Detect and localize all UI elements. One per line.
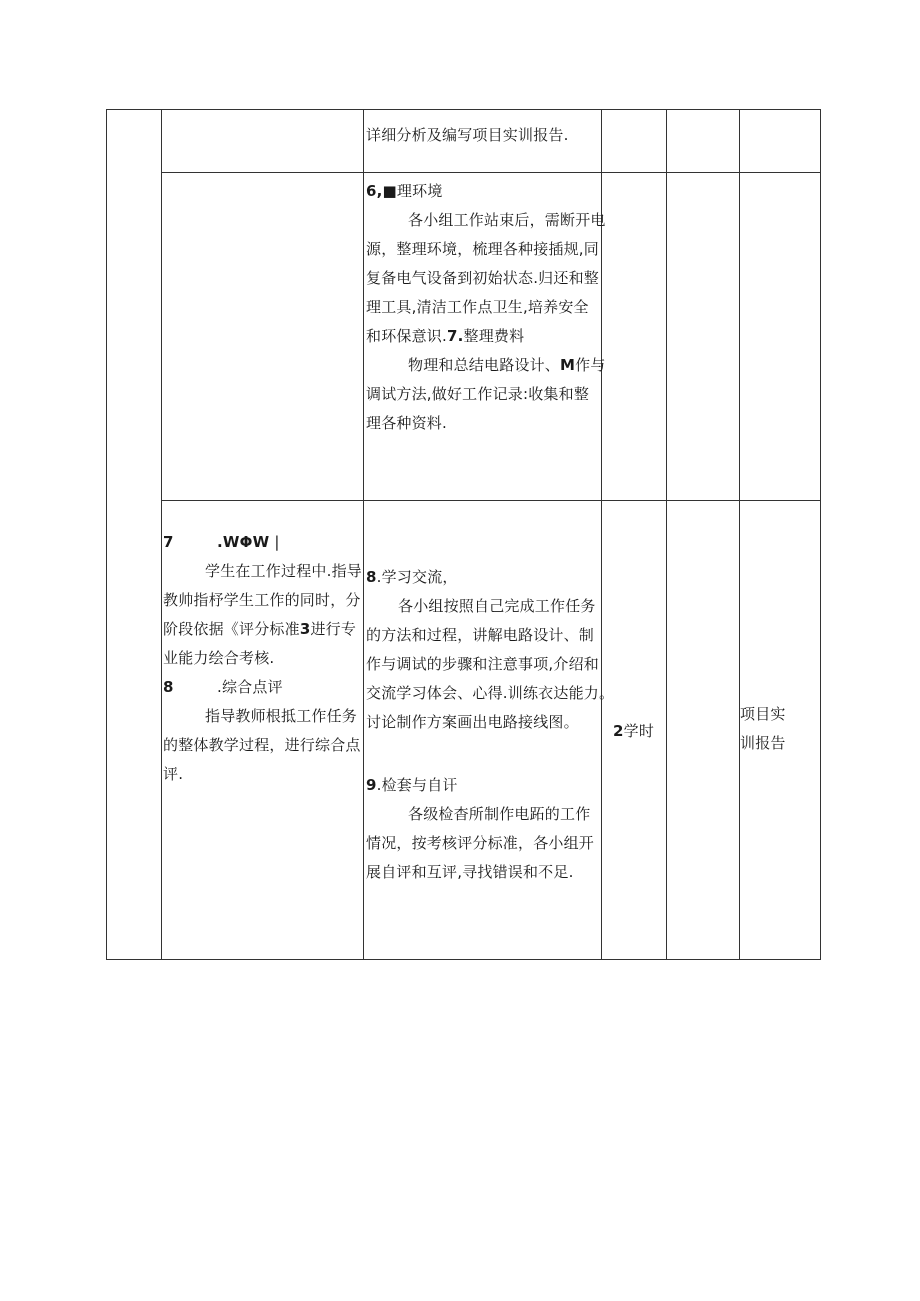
table-col-divider-2 (363, 109, 364, 960)
row2-para2-line (366, 351, 606, 380)
row2-para1-line: 复备电气设备到初始状态.归还和整 (366, 269, 599, 287)
row3-item7-line: 教帅指杼学生工作的同时，分 (163, 591, 361, 609)
table-col-divider-1 (161, 109, 162, 960)
row3-content-item8-num: 8 (366, 568, 377, 586)
row3-content-cell-part2 (366, 771, 594, 887)
table-border-left (106, 109, 107, 960)
row2-heading-mark: ■ (382, 182, 397, 200)
row2-para1-line: 理工具,清洁工作点卫生,培养安全 (366, 298, 589, 316)
table-border-right (820, 109, 821, 960)
row3-item8-title: .综合点评 (217, 678, 283, 696)
row2-para2-part: 物理和总结电路设计、 (408, 356, 561, 374)
row2-para2-bold-char: M (560, 356, 576, 374)
table-col-divider-4 (666, 109, 667, 960)
row2-heading (366, 177, 606, 206)
table-col-divider-5 (739, 109, 740, 960)
row3-item7-line: 业能力绘合考核. (163, 649, 275, 667)
row2-para1-line: 源，整理环境，梳理各种接插规,同 (366, 240, 599, 258)
row3-output-line: 项目实 (740, 705, 786, 723)
row3-content-item8-line: 各小组按照自己完成工作任务 (398, 597, 596, 615)
row3-output-cell (740, 700, 786, 758)
row3-activity-cell (163, 528, 362, 789)
table-border-bottom (106, 959, 821, 960)
row3-item7-mark: | (274, 533, 280, 551)
row3-item7-line: 学生在工作过程中.指导 (205, 562, 362, 580)
row3-item7-part: 阶段依据《评分标准 (163, 620, 300, 638)
row2-para2-part: 作与 (575, 356, 606, 374)
row3-hours-cell (613, 717, 654, 746)
row2-content-cell (366, 177, 606, 438)
row2-para1-last-prefix: 和环保意识. (366, 327, 447, 345)
row3-content-item8-heading (366, 563, 614, 592)
row2-heading-text: 理环境 (396, 182, 443, 200)
row3-content-item9-title: .检套与自讦 (376, 776, 458, 794)
row2-item7-num: 7. (446, 327, 464, 345)
table-row-divider-1 (161, 172, 821, 173)
row3-item7-heading (163, 528, 362, 557)
row3-item8-line: 的整体教学过程，进行综合点 (163, 736, 361, 754)
row3-item7-title: .WΦW (217, 533, 270, 551)
row3-content-cell (366, 563, 614, 737)
row3-item8-line: 评. (163, 765, 184, 783)
row3-content-item9-line: 展自评和互评,寻找错误和不足. (366, 863, 574, 881)
row3-item7-num: 7 (163, 533, 174, 551)
row3-item8-heading (163, 673, 362, 702)
row3-content-item9-heading (366, 771, 594, 800)
row3-content-item9-line: 情况，按考核评分标准，各小组开 (366, 834, 595, 852)
row3-content-item9-num: 9 (366, 776, 377, 794)
row3-hours-num: 2 (613, 722, 624, 740)
row2-heading-num: 6, (366, 182, 383, 200)
row3-output-line: 训报告 (740, 734, 786, 752)
table-border-top (106, 109, 821, 110)
row3-item8-line: 指导教师根抵工作任务 (205, 707, 358, 725)
row2-para2-line: 理各种资料. (366, 414, 447, 432)
row3-content-item9-line: 各级检杳所制作电跖的工作 (408, 805, 591, 823)
row3-item7-line (163, 615, 362, 644)
row2-para2-line: 调试方法,做好工作记录:收集和整 (366, 385, 590, 403)
row3-item7-part: 进行专 (310, 620, 357, 638)
row3-content-item8-line: 作与调试的步骤和注意事项,介绍和 (366, 655, 599, 673)
row3-item8-num: 8 (163, 678, 174, 696)
row2-para1-last-line (366, 322, 606, 351)
row3-item7-bold-num: 3 (299, 620, 311, 638)
row1-content-line: 详细分析及编写项目实训报告. (366, 126, 569, 144)
row2-item7-title: 整理费料 (463, 327, 525, 345)
row3-hours-unit: 学时 (623, 722, 655, 740)
row2-para1-line: 各小组工作站束后，需断开电 (408, 211, 606, 229)
row3-content-item8-title: .学习交流， (376, 568, 458, 586)
table-row-divider-2 (161, 500, 821, 501)
row3-content-item8-line: 交流学习体会、心得.训练衣达能力。 (366, 684, 615, 702)
row3-content-item8-line: 的方法和过程，讲解电路设计、制 (366, 626, 595, 644)
row1-content-cell (366, 121, 569, 150)
row3-content-item8-line: 讨论制作方案画出电路接线图。 (366, 713, 579, 731)
